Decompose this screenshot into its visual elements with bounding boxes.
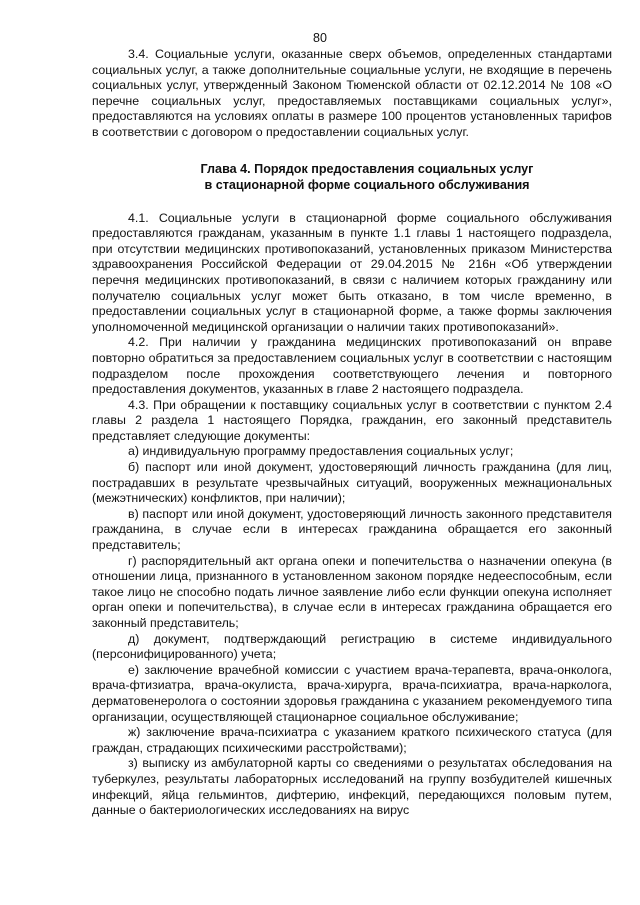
list-item-b: б) паспорт или иной документ, удостоверяющий личность гражданина (для лиц, пострадавших в результате чрезвычайных ситуаций, вооруженных межнациональных (межэтнических) конфликтов, при наличии); bbox=[92, 460, 612, 506]
chapter-heading bbox=[92, 161, 612, 193]
list-item-z: з) выписку из амбулаторной карты со сведениями о результатах обследования на туберкулез, результаты лабораторных исследований на группу возбудителей кишечных инфекций, яйца гельминтов, дифтерию, инфекций, передающихся половым путем, данные о бактериологических исследованиях на вирус bbox=[92, 756, 612, 818]
list-item-zh: ж) заключение врача-психиатра с указанием краткого психического статуса (для граждан, страдающих психическими расстройствами); bbox=[92, 725, 612, 755]
chapter-title-line-1: Глава 4. Порядок предоставления социальных услуг bbox=[200, 161, 534, 176]
list-item-d: д) документ, подтверждающий регистрацию в системе индивидуального (персонифицированного) учета; bbox=[92, 631, 612, 662]
list-item-e: е) заключение врачебной комиссии с участием врача-терапевта, врача-онколога, врача-фтизиатра, врача-окулиста, врача-хирурга, врача-психиатра, врача-нарколога, дерматовенеролога о состоянии здоровья гражданина с указанием рекомендуемого типа организации, осуществляющей стационарное социальное обслуживание; bbox=[92, 662, 612, 724]
list-item-g: г) распорядительный акт органа опеки и попечительства о назначении опекуна (в отношении лица, признанного в установленном законом порядке недееспособным, если такое лицо не способно подать личное заявление либо если функции опекуна исполняет орган опеки и попечительства), в случае если в интересах гражданина обращается его законный представитель; bbox=[92, 553, 612, 630]
list-item-v: в) паспорт или иной документ, удостоверяющий личность законного представителя гражданина, в случае если в интересах гражданина обращается его законный представитель; bbox=[92, 506, 612, 553]
page-number: 80 bbox=[313, 31, 327, 45]
paragraph-4-3: 4.3. При обращении к поставщику социальных услуг в соответствии с пунктом 2.4 главы 2 раздела 1 настоящего Порядка, гражданин, его законный представитель представляет следующие документы: bbox=[92, 397, 612, 443]
document-body bbox=[92, 47, 612, 819]
paragraph-4-1: 4.1. Социальные услуги в стационарной форме социального обслуживания предоставляются гражданам, указанным в пункте 1.1 главы 1 настоящего подраздела, при отсутствии медицинских противопоказаний, установленных приказом Министерства здравоохранения Российской Федерации от 29.04.2015 № 216н «Об утверждении перечня медицинских противопоказаний, в связи с наличием которых гражданину или получателю социальных услуг может быть отказано, в том числе временно, в предоставлении социальных услуг в стационарной форме, а также формы заключения уполномоченной медицинской организации о наличии таких противопоказаний». bbox=[92, 210, 612, 334]
paragraph-4-2: 4.2. При наличии у гражданина медицинских противопоказаний он вправе повторно обратиться за предоставлением социальных услуг в соответствии с настоящим подразделом после прохождения соответствующего лечения и повторного предоставления документов, указанных в главе 2 настоящего подраздела. bbox=[92, 335, 612, 397]
paragraph-3-4: 3.4. Социальные услуги, оказанные сверх объемов, определенных стандартами социальных услуг, а также дополнительные социальные услуги, не входящие в перечень социальных услуг, утвержденный Законом Тюменской области от 02.12.2014 № 108 «О перечне социальных услуг, предоставляемых поставщиками социальных услуг», предоставляются на условиях оплаты в размере 100 процентов установленных тарифов в соответствии с договором о предоставлении социальных услуг. bbox=[92, 47, 612, 139]
list-item-a: а) индивидуальную программу предоставления социальных услуг; bbox=[128, 444, 514, 459]
chapter-title-line-2: в стационарной форме социального обслуживания bbox=[204, 177, 530, 192]
